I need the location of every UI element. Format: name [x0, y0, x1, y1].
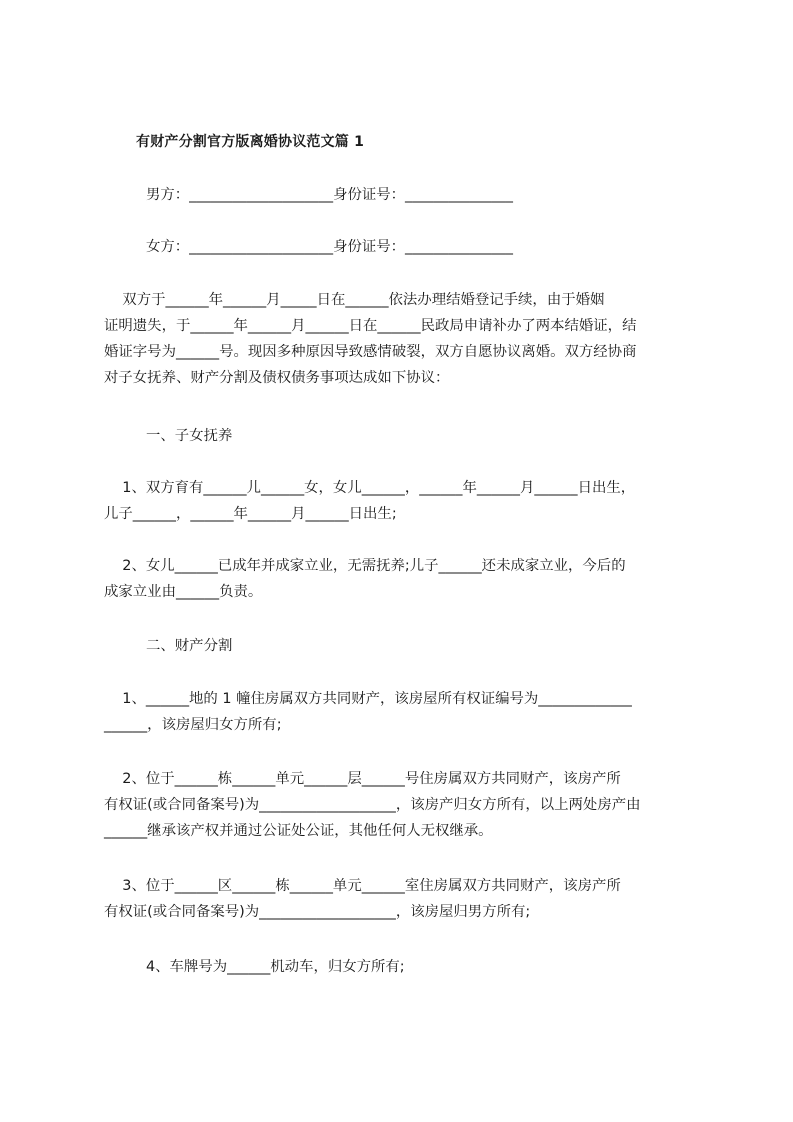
clause-2-3: [104, 873, 710, 925]
intro-line-3: 婚证字号为______号。现因多种原因导致感情破裂，双方自愿协议离婚。双方经协商: [104, 344, 637, 360]
section-heading-child-custody: 一、子女抚养: [146, 428, 233, 444]
clause-1-2: [104, 553, 710, 605]
intro-line-4: 对子女抚养、财产分割及债权债务事项达成如下协议：: [104, 370, 450, 386]
clause-1-2-line-1: 2、女儿______已成年并成家立业，无需抚养;儿子______还未成家立业，今后的: [104, 558, 626, 574]
clause-1-2-line-2: 成家立业由______负责。: [104, 584, 263, 600]
clause-2-2: [104, 766, 710, 844]
intro-paragraph: [104, 287, 710, 391]
clause-2-3-line-1: 3、位于______区______栋______单元______室住房属双方共同财产，该房产所: [104, 878, 621, 894]
female-party-line: 女方：____________________身份证号：_______________: [146, 239, 513, 255]
male-party-line: 男方：____________________身份证号：_______________: [146, 187, 513, 203]
clause-1-1: [104, 475, 710, 527]
section-heading-property-division: 二、财产分割: [146, 638, 233, 654]
document-title: 有财产分割官方版离婚协议范文篇 1: [136, 134, 365, 150]
clause-2-2-line-3: ______继承该产权并通过公证处公证，其他任何人无权继承。: [104, 823, 493, 839]
clause-2-2-line-2: 有权证(或合同备案号)为___________________，该房产归女方所有，以上两处房产由: [104, 797, 641, 813]
clause-2-1-line-1: 1、______地的 1 幢住房属双方共同财产，该房屋所有权证编号为_____________: [104, 691, 632, 707]
clause-1-1-line-2: 儿子______，______年______月______日出生;: [104, 506, 397, 522]
clause-2-3-line-2: 有权证(或合同备案号)为___________________，该房屋归男方所有;: [104, 904, 531, 920]
clause-2-4: 4、车牌号为______机动车，归女方所有;: [146, 959, 405, 975]
clause-1-1-line-1: 1、双方育有______儿______女，女儿______，______年______月______日出生，: [104, 480, 636, 496]
intro-line-2: 证明遗失，于______年______月______日在______民政局申请补办了两本结婚证，结: [104, 318, 637, 334]
clause-2-1: [104, 686, 710, 738]
clause-2-2-line-1: 2、位于______栋______单元______层______号住房属双方共同财产，该房产所: [104, 771, 621, 787]
clause-2-1-line-2: ______，该房屋归女方所有;: [104, 717, 282, 733]
intro-line-1: 双方于______年______月_____日在______依法办理结婚登记手续，由于婚姻: [104, 292, 605, 308]
